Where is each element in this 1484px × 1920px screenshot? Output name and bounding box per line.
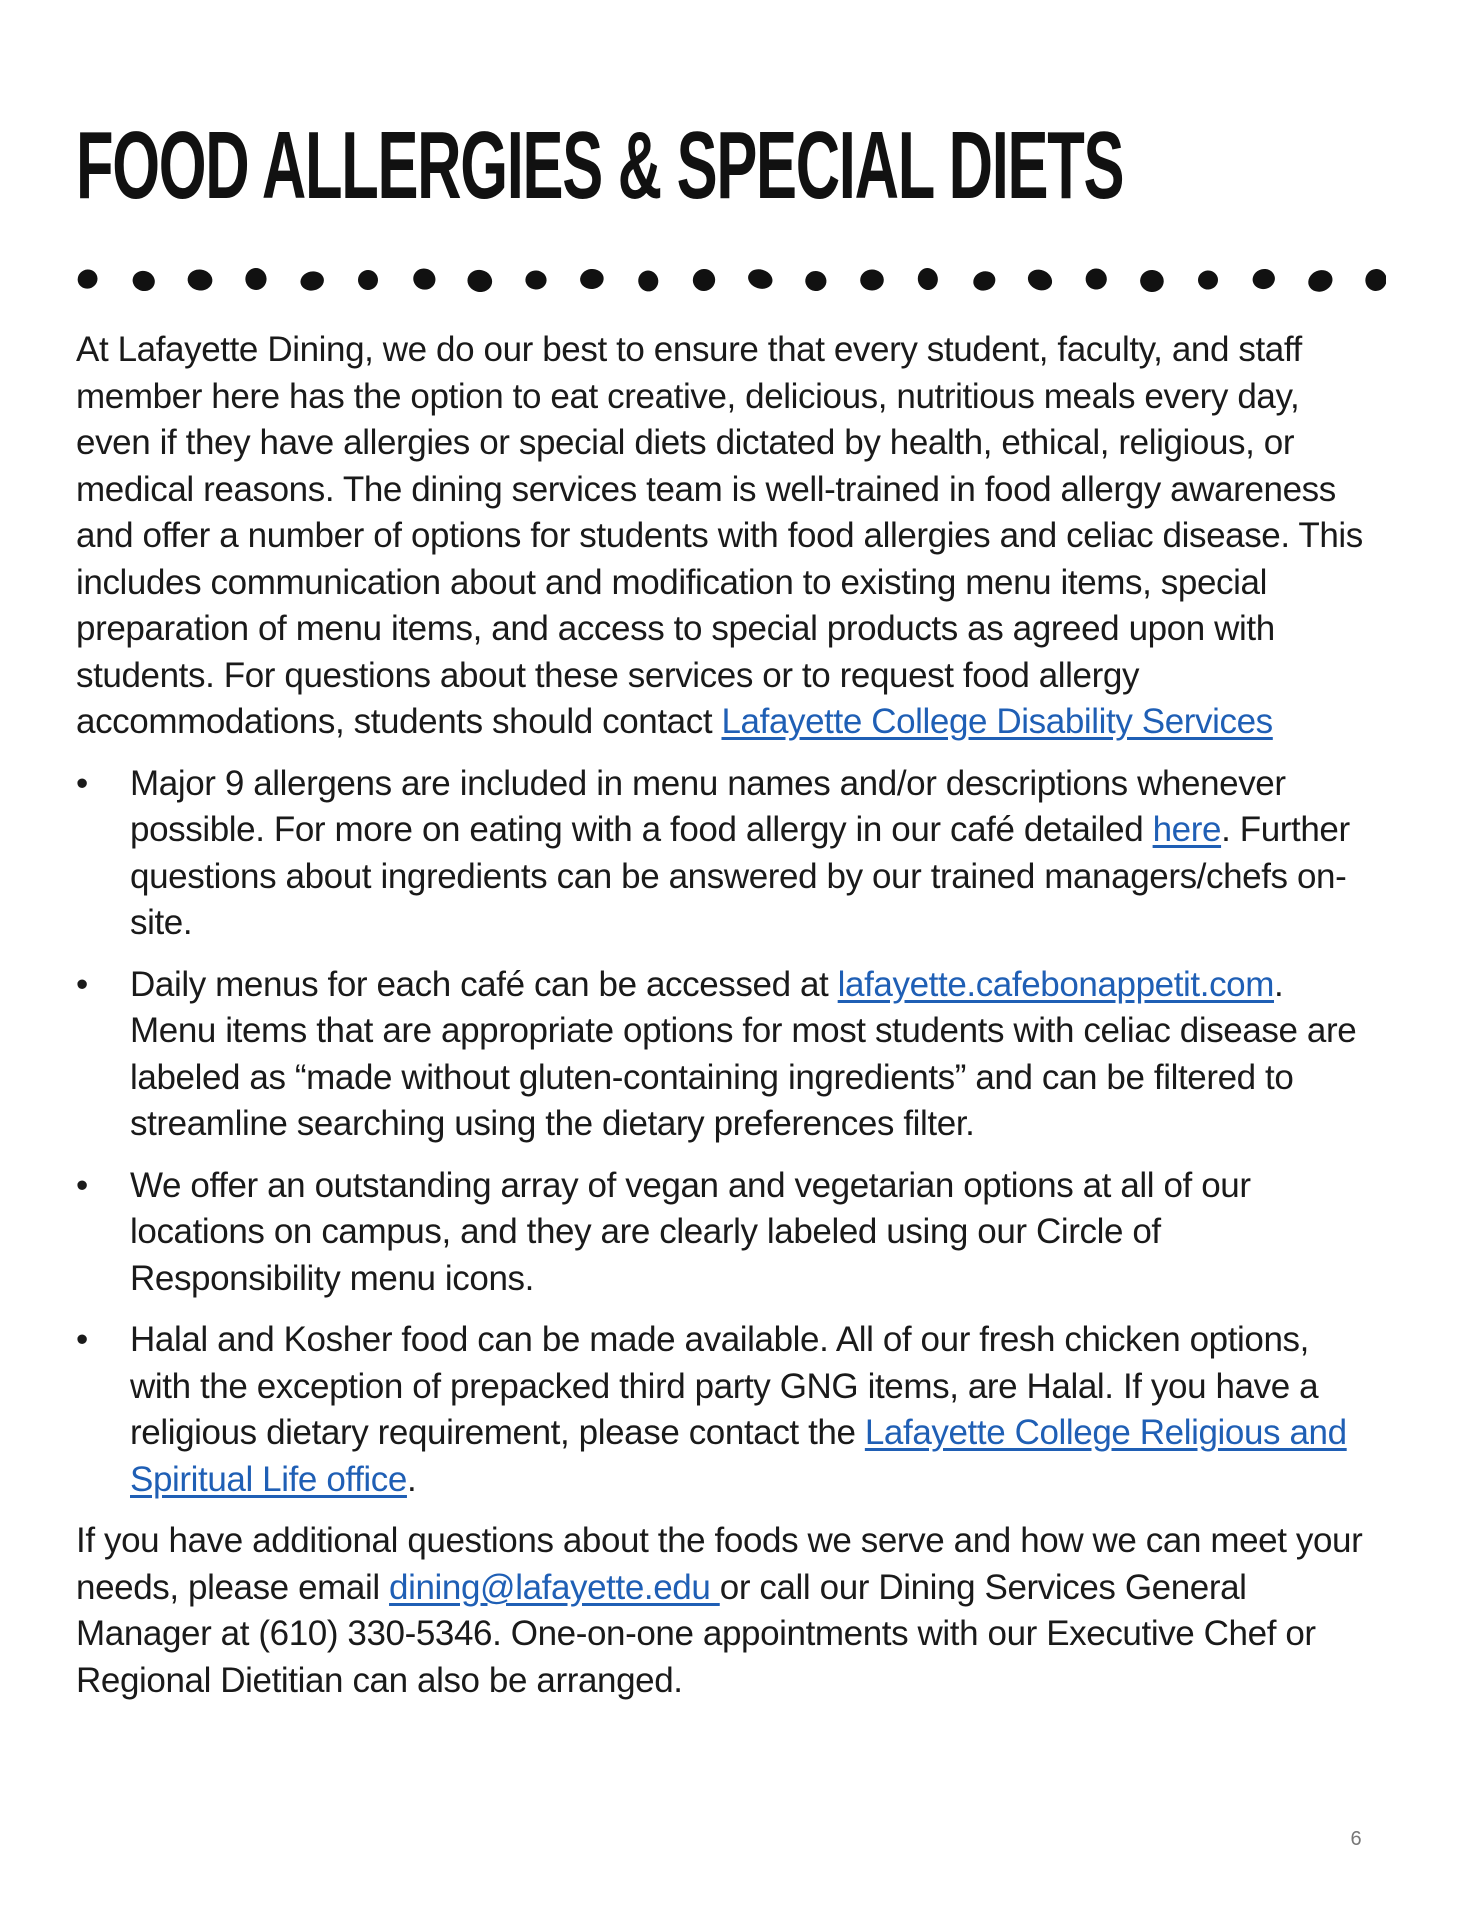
divider-dot (804, 270, 828, 293)
list-item-text: . Further questions about ingredients can be answered by our trained managers/chefs on-site. (130, 810, 1350, 942)
cafe-menu-link[interactable]: lafayette.cafebonappetit.com (837, 964, 1274, 1004)
divider-dot (355, 267, 381, 293)
list-item (76, 962, 1376, 1148)
list-item-text: Halal and Kosher food can be made available. All of our fresh chicken options, with the exception of prepacked third party GNG items, are Halal. If you have a religious dietary requirement, please contact the (130, 1320, 1319, 1452)
dotted-divider (76, 260, 1386, 300)
bullet-marker: • (76, 1320, 88, 1359)
body-content (76, 327, 1376, 1704)
divider-dot (746, 266, 775, 291)
religious-life-link[interactable]: Lafayette College Religious and Spiritual Life office (130, 1413, 1347, 1499)
bullet-marker: • (76, 964, 88, 1004)
closing-text: or call our Dining Services General Manager at (610) 330-5346. One-on-one appointments with our Executive Chef or Regional Dietitian can also be arranged. (76, 1567, 1316, 1700)
list-item (76, 1163, 1376, 1303)
divider-dot (245, 268, 267, 291)
divider-dot (525, 270, 547, 290)
divider-dot (1139, 269, 1164, 293)
list-item (76, 761, 1376, 947)
list-item-text: Daily menus for each café can be accessed at (130, 964, 838, 1004)
dining-email-link[interactable]: dining@lafayette.edu (389, 1567, 720, 1607)
divider-dot (579, 268, 605, 290)
closing-paragraph (76, 1518, 1376, 1704)
closing-text: If you have additional questions about the foods we serve and how we can meet your needs, please email (76, 1521, 1363, 1607)
allergy-details-link[interactable]: here (1152, 810, 1222, 849)
divider-dot (1197, 270, 1219, 291)
divider-dot (299, 269, 326, 292)
list-item-text: Major 9 allergens are included in menu names and/or descriptions whenever possible. For more on eating with a food allergy in our café detailed (130, 763, 1286, 849)
disability-services-link[interactable]: Lafayette College Disability Services (721, 702, 1273, 741)
intro-text: At Lafayette Dining, we do our best to ensure that every student, faculty, and staff member here has the option to eat creative, delicious, nutritious meals every day, even if they have allergies or special diets dictated by health, ethical, religious, or medical reasons. The dining services team is well-trained in food allergy awareness and offer a number of options for students with food allergies and celiac disease. This includes communication about and modification to existing menu items, special preparation of menu items, and access to special products as agreed upon with students. For questions about these services or to request food allergy accommodations, students should contact (76, 330, 1363, 741)
divider-dot (465, 268, 494, 295)
divider-dot (1250, 267, 1277, 292)
list-item (76, 1317, 1376, 1503)
bullet-marker: • (76, 1165, 88, 1205)
bullet-marker: • (76, 763, 88, 803)
divider-dot (1363, 266, 1386, 293)
divider-dot (636, 268, 661, 293)
bullet-list (76, 761, 1376, 1504)
divider-dot (130, 268, 157, 293)
divider-dot (1084, 266, 1109, 291)
intro-paragraph (76, 327, 1376, 746)
page-title: FOOD ALLERGIES & SPECIAL DIETS (76, 112, 1124, 219)
divider-dot (186, 268, 213, 292)
divider-dot (860, 269, 884, 290)
divider-dot (971, 268, 998, 293)
divider-dot (916, 266, 940, 291)
divider-dot (76, 266, 101, 292)
list-item-text: . Menu items that are appropriate options for most students with celiac disease are labeled as “made without gluten-containing ingredients” and can be filtered to streamline searching using the dietary preferences filter. (130, 964, 1357, 1143)
list-item-text: We offer an outstanding array of vegan and vegetarian options at all of our locations on campus, and they are clearly labeled using our Circle of Responsibility menu icons. (130, 1165, 1251, 1298)
divider-dot (410, 265, 438, 293)
list-item-text: . (406, 1459, 417, 1499)
divider-dot (689, 265, 718, 294)
divider-dot (1305, 266, 1336, 295)
divider-dot (1025, 266, 1055, 294)
page-number: 6 (1350, 1828, 1362, 1850)
